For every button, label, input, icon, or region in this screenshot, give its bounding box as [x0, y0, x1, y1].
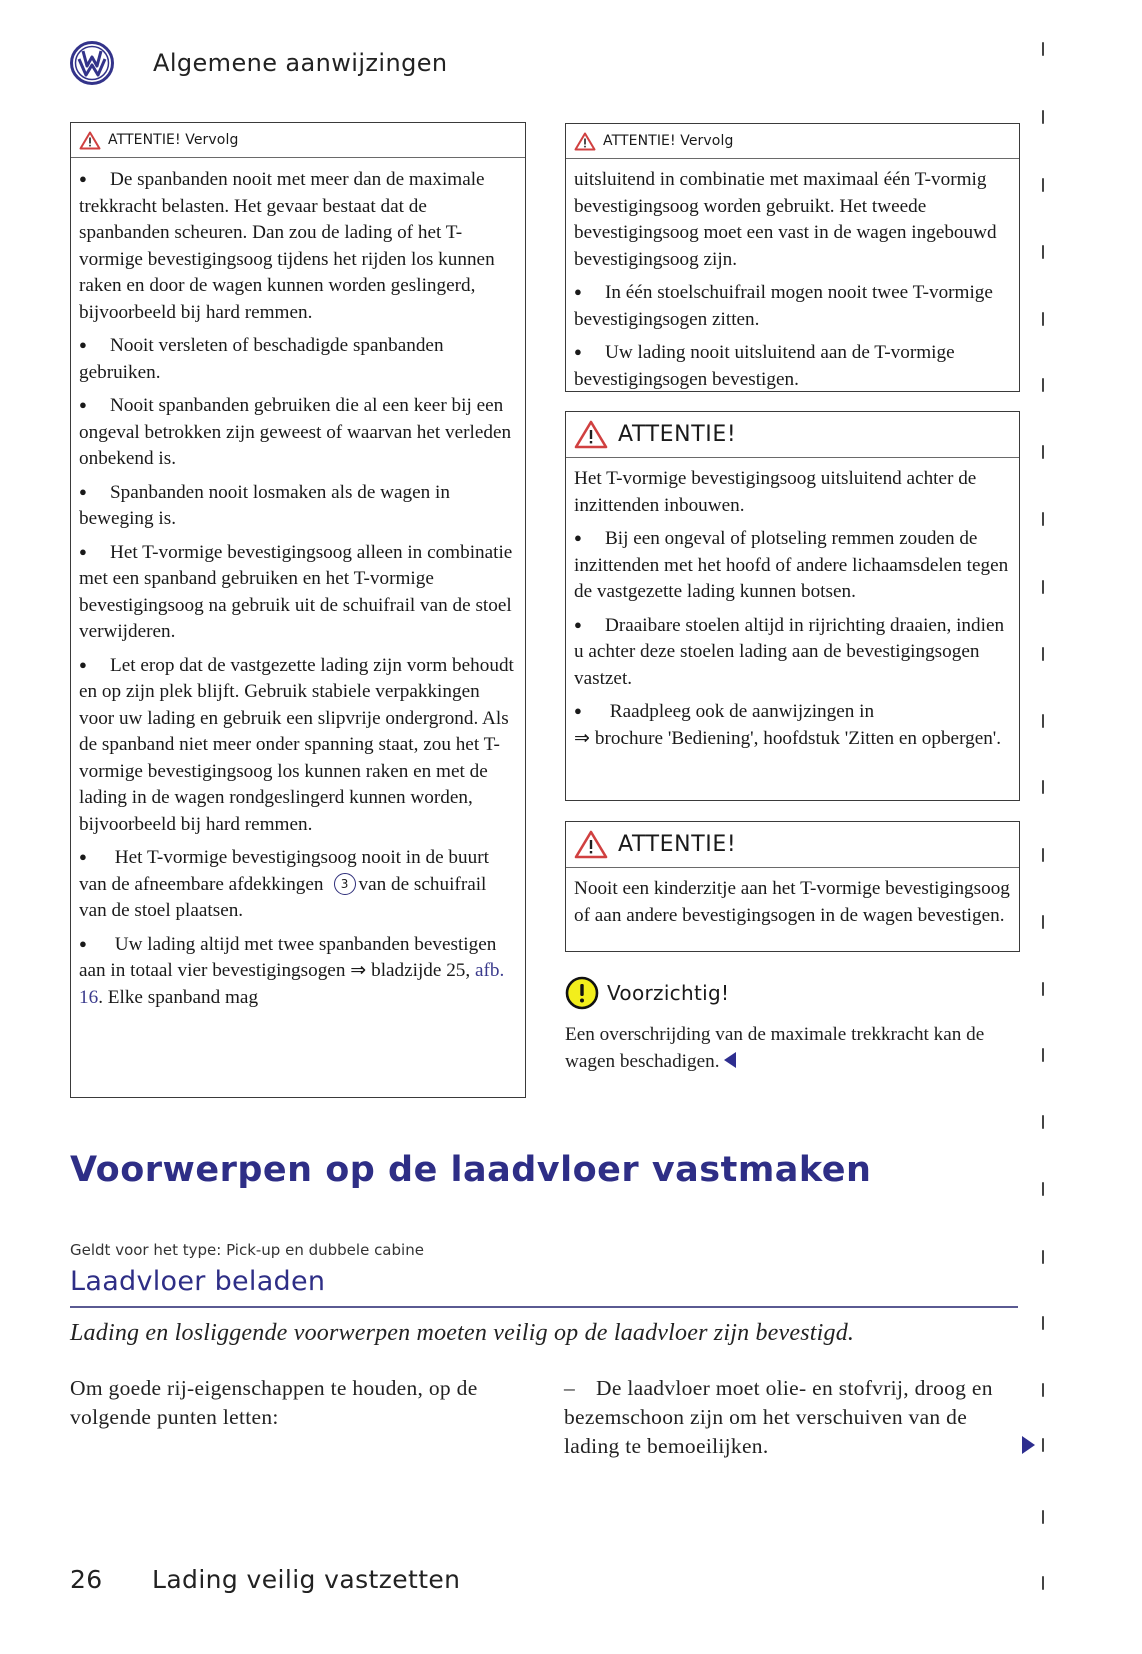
edge-mark	[1042, 780, 1044, 794]
brochure-reference: brochure 'Bediening', hoofdstuk 'Zitten en opbergen'.	[594, 727, 1002, 749]
edge-mark	[1042, 445, 1044, 459]
edge-mark	[1042, 1048, 1044, 1062]
caution-text: Een overschrijding van de maximale trekkracht kan de wagen beschadigen.	[565, 1024, 985, 1072]
edge-mark	[1042, 1115, 1044, 1129]
warning-box-continued-left	[70, 122, 526, 1098]
warning-item: ● Let erop dat de vastgezette lading zijn vorm behoudt en op zijn plek blijft. Gebruik stabiele verpakkingen voor uw lading en gebruik een slipvrije ondergrond. Als de spanband niet meer onder spanning staat, zou het T-vormige bevestigingsoog los kunnen raken en met de lading in de wagen rondgeslingerd kunnen worden, bijvoorbeeld bij hard remmen.	[79, 652, 517, 839]
edge-mark	[1042, 982, 1044, 996]
vw-logo-icon	[70, 41, 114, 85]
edge-mark	[1042, 42, 1044, 56]
edge-mark	[1042, 1250, 1044, 1264]
warning-box-header	[566, 822, 1019, 868]
warning-item: ● Bij een ongeval of plotseling remmen zouden de inzittenden met het hoofd of andere lichaamsdelen tegen de vastgezette lading kunnen botsen.	[574, 525, 1011, 606]
page-footer	[70, 1565, 460, 1594]
caution-body	[565, 1022, 1025, 1075]
edge-mark	[1042, 245, 1044, 259]
edge-mark	[1042, 1316, 1044, 1330]
edge-mark	[1042, 1438, 1044, 1452]
warning-triangle-icon	[574, 420, 608, 449]
warning-item: ● De spanbanden nooit met meer dan de maximale trekkracht belasten. Het gevaar bestaat dat de spanbanden scheuren. Dan zou de lading of het T-vormige bevestigingsoog tijdens het rijden los kunnen raken en door de wagen kunnen worden geslingerd, bijvoorbeeld bij hard remmen.	[79, 166, 517, 326]
edge-mark	[1042, 1510, 1044, 1524]
warning-triangle-icon	[79, 131, 101, 150]
page-number: 26	[70, 1565, 103, 1594]
lead-paragraph: Lading en losliggende voorwerpen moeten veilig op de laadvloer zijn bevestigd.	[70, 1320, 855, 1346]
warning-box-title: ATTENTIE!	[618, 422, 737, 447]
warning-box-continued-right	[565, 123, 1020, 392]
warning-intro: uitsluitend in combinatie met maximaal één T-vormig bevestigingsoog worden gebruikt. Het tweede bevestigingsoog moet een vast in de wagen ingebouwd bevestigingsoog zijn.	[574, 169, 997, 270]
warning-box-seats	[565, 411, 1020, 801]
warning-item: ● Het T-vormige bevestigingsoog alleen in combinatie met een spanband gebruiken en het T-vormige bevestigingsoog na gebruik uit de schuifrail van de stoel verwijderen.	[79, 539, 517, 646]
warning-box-header	[566, 124, 1019, 159]
warning-box-body	[566, 159, 1019, 403]
section-title: Voorwerpen op de laadvloer vastmaken	[70, 1150, 872, 1190]
warning-item	[574, 698, 1011, 752]
warning-item-text: Raadpleeg ook de aanwijzingen in	[609, 701, 875, 722]
warning-item: ● Uw lading nooit uitsluitend aan de T-vormige bevestigingsogen bevestigen.	[574, 339, 1011, 393]
warning-box-title: ATTENTIE! Vervolg	[603, 133, 734, 149]
warning-item: ● Nooit spanbanden gebruiken die al een keer bij een ongeval betrokken zijn geweest of waarvan het verleden onbekend is.	[79, 392, 517, 473]
warning-box-body	[71, 158, 525, 1021]
warning-item-text: Het T-vormige bevestigingsoog nooit in de buurt van de afneembare afdekkingen	[79, 847, 489, 895]
warning-triangle-icon	[574, 830, 608, 859]
warning-box-header	[566, 412, 1019, 458]
caution-exclamation-icon	[565, 976, 599, 1010]
caution-title: Voorzichtig!	[607, 981, 730, 1005]
caution-note	[565, 976, 1025, 1075]
edge-mark	[1042, 110, 1044, 124]
warning-intro: Het T-vormige bevestigingsoog uitsluitend achter de inzittenden inbouwen.	[574, 468, 977, 516]
figure-link[interactable]: afb. 16	[79, 960, 505, 1008]
warning-triangle-icon	[574, 132, 596, 151]
edge-mark	[1042, 848, 1044, 862]
arrow-reference-icon: ⇒	[350, 960, 367, 981]
warning-box-body	[566, 868, 1019, 939]
edge-mark	[1042, 178, 1044, 192]
warning-item: ● In één stoelschuifrail mogen nooit twee T-vormige bevestigingsogen zitten.	[574, 279, 1011, 333]
callout-number-icon: 3	[334, 873, 356, 895]
subsection-title: Laadvloer beladen	[70, 1266, 326, 1297]
edge-mark	[1042, 647, 1044, 661]
warning-box-title: ATTENTIE!	[618, 832, 737, 857]
caution-header	[565, 976, 1025, 1010]
warning-item	[79, 931, 517, 1012]
page-header-title: Algemene aanwijzingen	[153, 49, 448, 77]
page-reference: bladzijde 25,	[371, 960, 471, 981]
warning-item-text: van de schuifrail van de stoel plaatsen.	[79, 873, 487, 921]
list-item-text: De laadvloer moet olie- en stofvrij, droog en bezemschoon zijn om het verschuiven van de lading te bemoeilijken.	[564, 1376, 993, 1458]
continue-icon	[1022, 1436, 1035, 1454]
body-text-left: Om goede rij-eigenschappen te houden, op de volgende punten letten:	[70, 1376, 478, 1429]
page-header	[70, 40, 448, 86]
list-dash: –	[564, 1376, 576, 1400]
edge-mark	[1042, 580, 1044, 594]
warning-box-child-seat	[565, 821, 1020, 952]
edge-mark	[1042, 1182, 1044, 1196]
edge-mark	[1042, 378, 1044, 392]
warning-box-header	[71, 123, 525, 158]
warning-item-text: Uw lading altijd met twee spanbanden bevestigen aan in totaal vier bevestigingsogen	[79, 933, 497, 981]
warning-item: ● Draaibare stoelen altijd in rijrichting draaien, indien u achter deze stoelen lading aan de bevestigingsogen vastzet.	[574, 612, 1011, 693]
warning-text: Nooit een kinderzitje aan het T-vormige bevestigingsoog of aan andere bevestigingsogen in de wagen bevestigen.	[574, 878, 1010, 926]
edge-mark	[1042, 714, 1044, 728]
footer-chapter-title: Lading veilig vastzetten	[152, 1565, 461, 1594]
edge-mark	[1042, 1576, 1044, 1590]
edge-mark	[1042, 312, 1044, 326]
edge-mark	[1042, 915, 1044, 929]
warning-item: ● Spanbanden nooit losmaken als de wagen in beweging is.	[79, 479, 517, 533]
warning-item	[79, 844, 517, 925]
warning-box-title: ATTENTIE! Vervolg	[108, 132, 239, 148]
arrow-reference-icon: ⇒	[574, 727, 591, 749]
edge-mark	[1042, 1383, 1044, 1397]
warning-box-body	[566, 458, 1019, 762]
subsection-divider	[70, 1306, 1018, 1308]
body-text-right	[564, 1374, 1014, 1461]
warning-item-text: . Elke spanband mag	[98, 986, 259, 1008]
warning-item: ● Nooit versleten of beschadigde spanbanden gebruiken.	[79, 332, 517, 386]
section-end-icon	[724, 1052, 736, 1068]
edge-mark	[1042, 512, 1044, 526]
applies-to-note: Geldt voor het type: Pick-up en dubbele cabine	[70, 1241, 424, 1259]
